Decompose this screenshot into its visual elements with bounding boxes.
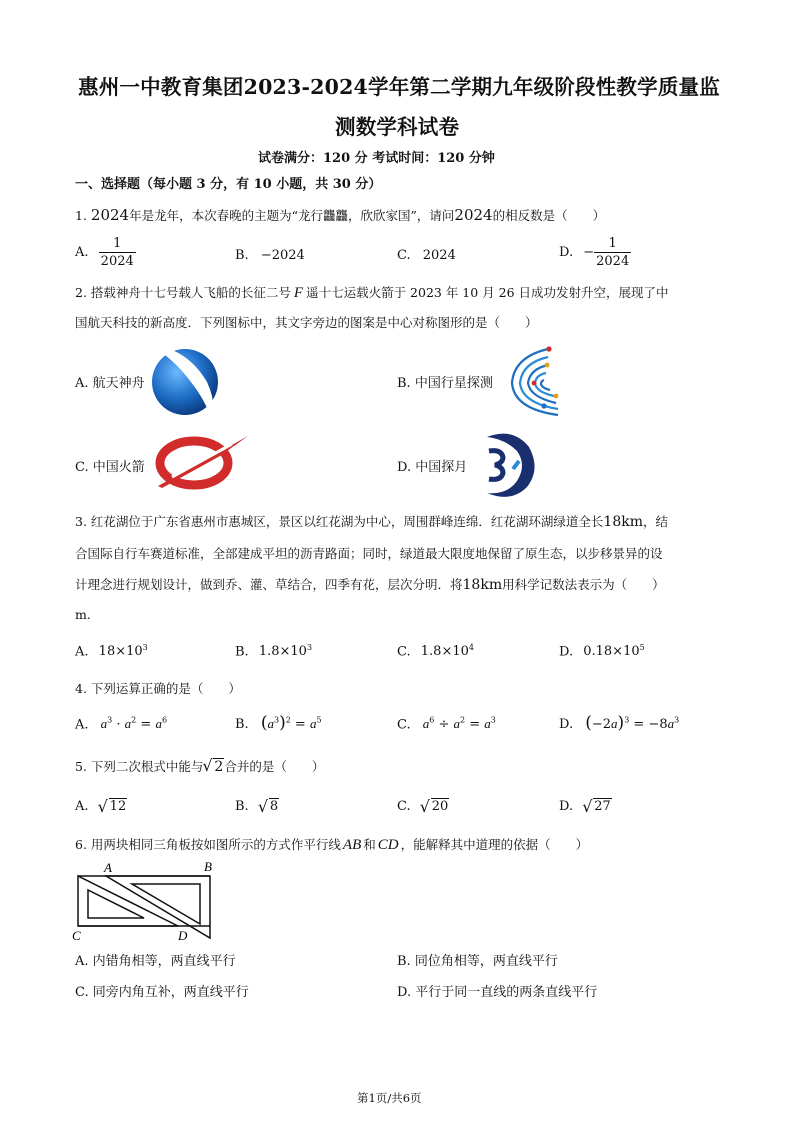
question-6-stem: 6. 用两块相同三角板按如图所示的方式作平行线 AB 和 CD ，能解释其中道理的依据（ ） bbox=[75, 837, 589, 853]
q3-option-c[interactable]: C. $1.8\times 10^4$ bbox=[397, 643, 474, 660]
exam-info: 试卷满分：120 分 考试时间：120 分钟 bbox=[258, 151, 495, 166]
q3-option-b[interactable]: B. $1.8\times 10^3$ bbox=[235, 643, 313, 660]
question-2-line1: 2. 搭载神舟十七号载人飞船的长征二号 F 遥十七运载火箭于 2023 年 10 月 26 日成功发射升空，展现了中 bbox=[75, 285, 669, 301]
question-2-line2: 国航天科技的新高度．下列图标中，其文字旁边的图案是中心对称图形的是（ ） bbox=[75, 315, 538, 330]
lunar-exploration-logo bbox=[473, 429, 537, 499]
planetary-exploration-logo bbox=[500, 343, 572, 419]
q5-option-b[interactable]: B. √ 8 bbox=[235, 799, 279, 814]
q5-option-d[interactable]: D. √ 27 bbox=[559, 799, 612, 814]
q1-option-b[interactable]: B. −2024 bbox=[235, 248, 305, 263]
question-4-stem: 4. 下列运算正确的是（ ） bbox=[75, 681, 241, 696]
exam-title-line2: 测数学科试卷 bbox=[335, 115, 460, 139]
q4-option-c[interactable]: C. $a^6 \div a^2 = a^3$ bbox=[397, 716, 496, 733]
q2-option-c[interactable]: C. 中国火箭 bbox=[75, 460, 145, 475]
q1-option-a[interactable]: A. $\frac{1}{2024}$ bbox=[75, 236, 134, 269]
fig-label-b: B bbox=[204, 859, 212, 874]
q6-option-a[interactable]: A. 内错角相等，两直线平行 bbox=[75, 954, 236, 969]
q2-option-a[interactable]: A. 航天神舟 bbox=[75, 376, 145, 391]
question-3-line2: 合国际自行车赛道标准，全部建成平坦的沥青路面；同时，绿道最大限度地保留了原生态，以步移景异的设 bbox=[75, 546, 663, 561]
q1-option-d[interactable]: D. − $\frac{1}{2024}$ bbox=[559, 236, 630, 269]
q2-option-b[interactable]: B. 中国行星探测 bbox=[397, 376, 493, 391]
question-3-line4: m. bbox=[75, 607, 91, 622]
section-heading-choice: 一、选择题（每小题 3 分，有 10 小题，共 30 分） bbox=[75, 177, 382, 192]
question-5-stem: 5. 下列二次根式中能与√ 2合并的是（ ） bbox=[75, 751, 324, 783]
fig-label-c: C bbox=[72, 928, 81, 943]
shenzhou-logo bbox=[147, 342, 227, 420]
q3-option-d[interactable]: D. $0.18\times 10^5$ bbox=[559, 643, 645, 660]
q6-option-c[interactable]: C. 同旁内角互补，两直线平行 bbox=[75, 985, 249, 1000]
fig-label-a: A bbox=[104, 860, 112, 875]
question-3-line1: 3. 红花湖位于广东省惠州市惠城区，景区以红花湖为中心，周围群峰连绵．红花湖环湖绿道全长18km，结 bbox=[75, 514, 668, 530]
china-rocket-logo bbox=[150, 430, 254, 490]
set-square-figure bbox=[70, 858, 220, 944]
q4-option-b[interactable]: B. $(a^3)^2 = a^5$ bbox=[235, 713, 322, 733]
q1-option-c[interactable]: C. 2024 bbox=[397, 248, 456, 263]
q4-option-d[interactable]: D. $(-2a)^3 = -8a^3$ bbox=[559, 713, 680, 733]
q6-option-b[interactable]: B. 同位角相等，两直线平行 bbox=[397, 954, 558, 969]
q2-option-d[interactable]: D. 中国探月 bbox=[397, 460, 468, 475]
page-number: 第1页/共6页 bbox=[357, 1091, 422, 1105]
question-1-stem: 1. 2024年是龙年，本次春晚的主题为“龙行龘龘，欣欣家国”，请问2024的相反数是（ ） bbox=[75, 206, 606, 224]
exam-title-line1: 惠州一中教育集团2023-2024学年第二学期九年级阶段性教学质量监 bbox=[78, 75, 720, 99]
q5-option-c[interactable]: C. √ 20 bbox=[397, 799, 449, 814]
q3-option-a[interactable]: A. $18\times 10^3$ bbox=[75, 643, 148, 660]
q4-option-a[interactable]: A. $a^3 \cdot a^2 = a^6$ bbox=[75, 716, 168, 733]
question-3-line3: 计理念进行规划设计，做到乔、灌、草结合，四季有花，层次分明．将18km用科学记数法表示为（ ） bbox=[75, 577, 665, 593]
q5-option-a[interactable]: A. √ 12 bbox=[75, 799, 127, 814]
fig-label-d: D bbox=[178, 928, 188, 943]
q6-option-d[interactable]: D. 平行于同一直线的两条直线平行 bbox=[397, 985, 598, 1000]
